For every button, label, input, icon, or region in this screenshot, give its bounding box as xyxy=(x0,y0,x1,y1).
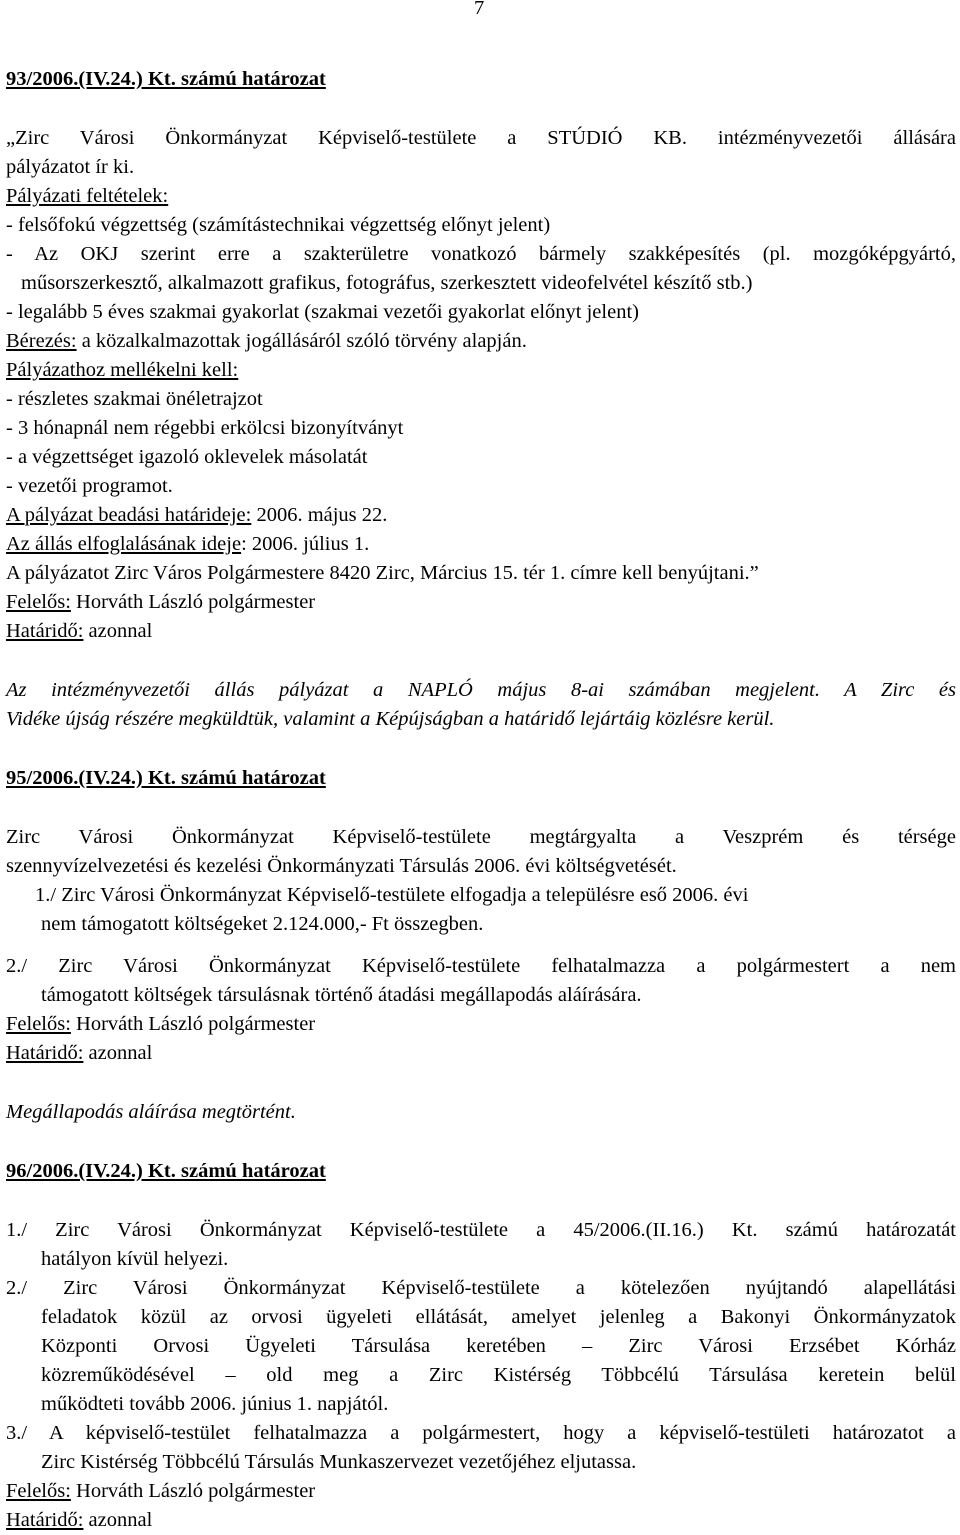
responsible-label: Felelős: xyxy=(6,1013,71,1035)
start-value: : 2006. július 1. xyxy=(241,533,370,555)
condition-item-continuation: műsorszerkesztő, alkalmazott grafikus, fotográfus, szerkesztett videofelvétel készítő stb.) xyxy=(21,272,753,294)
responsible-label: Felelős: xyxy=(6,591,71,613)
resolution-95-intro-line2: szennyvízelvezetési és kezelési Önkormányzati Társulás 2006. évi költségvetését. xyxy=(6,855,677,877)
resolution-93 xyxy=(6,65,956,734)
term-value: azonnal xyxy=(83,620,153,642)
condition-item: - legalább 5 éves szakmai gyakorlat (szakmai vezetői gyakorlat előnyt jelent) xyxy=(6,301,639,323)
document-body xyxy=(6,65,956,1535)
responsible-value: Horváth László polgármester xyxy=(70,1480,316,1502)
responsible-label: Felelős: xyxy=(6,1480,71,1502)
resolution-95-intro-line1: Zirc Városi Önkormányzat Képviselő-testülete megtárgyalta a Veszprém és térsége xyxy=(6,826,956,848)
resolution-96-point2-line4: közreműködésével – old meg a Zirc Kistérség Többcélú Társulása keretein belül xyxy=(41,1364,956,1386)
resolution-96-point2-line5: működteti tovább 2006. június 1. napjától. xyxy=(41,1393,389,1415)
note-line2: Vidéke újság részére megküldtük, valamint a Képújságban a határidő lejártáig közlésre kerül. xyxy=(6,708,775,730)
resolution-96-point3-line2: Zirc Kistérség Többcélú Társulás Munkaszervezet vezetőjéhez eljutassa. xyxy=(41,1451,637,1473)
attachments-label: Pályázathoz mellékelni kell: xyxy=(6,359,239,381)
resolution-93-heading: 93/2006.(IV.24.) Kt. számú határozat xyxy=(6,68,326,90)
term-label: Határidő: xyxy=(6,1509,84,1531)
term-value: azonnal xyxy=(83,1509,153,1531)
term-line xyxy=(6,1506,956,1535)
start-label: Az állás elfoglalásának ideje xyxy=(6,533,242,555)
attachment-item: - 3 hónapnál nem régebbi erkölcsi bizonyítványt xyxy=(6,417,404,439)
salary-text: a közalkalmazottak jogállásáról szóló törvény alapján. xyxy=(76,330,527,352)
resolution-96-point1-line2: hatályon kívül helyezi. xyxy=(41,1248,229,1270)
responsible-value: Horváth László polgármester xyxy=(70,1013,316,1035)
resolution-96-point2-line2: feladatok közül az orvosi ügyeleti ellátását, amelyet jelenleg a Bakonyi Önkormányzatok xyxy=(41,1306,956,1328)
responsible-line xyxy=(6,588,956,617)
resolution-96-point3-line1: 3./ A képviselő-testület felhatalmazza a polgármestert, hogy a képviselő-testületi határozatot a xyxy=(6,1422,956,1444)
resolution-93-intro-line1: „Zirc Városi Önkormányzat Képviselő-testülete a STÚDIÓ KB. intézményvezetői állására xyxy=(6,127,956,149)
resolution-96 xyxy=(6,1157,956,1535)
resolution-96-point2-line3: Központi Orvosi Ügyeleti Társulása keretében – Zirc Városi Erzsébet Kórház xyxy=(41,1335,956,1357)
resolution-96-heading: 96/2006.(IV.24.) Kt. számú határozat xyxy=(6,1160,326,1182)
salary-line xyxy=(6,327,956,356)
term-line xyxy=(6,617,956,646)
resolution-95-point2-line2: támogatott költségek társulásnak történő átadási megállapodás aláírására. xyxy=(41,984,642,1006)
attachment-item: - részletes szakmai önéletrajzot xyxy=(6,388,263,410)
resolution-95-point2-line1: 2./ Zirc Városi Önkormányzat Képviselő-testülete felhatalmazza a polgármestert a nem xyxy=(6,955,956,977)
deadline-label: A pályázat beadási határideje: xyxy=(6,504,252,526)
responsible-value: Horváth László polgármester xyxy=(70,591,316,613)
term-value: azonnal xyxy=(83,1042,153,1064)
deadline-line xyxy=(6,501,956,530)
attachment-item: - vezetői programot. xyxy=(6,475,173,497)
note-line1: Az intézményvezetői állás pályázat a NAPLÓ május 8-ai számában megjelent. A Zirc és xyxy=(6,679,956,701)
resolution-95-heading: 95/2006.(IV.24.) Kt. számú határozat xyxy=(6,767,326,789)
resolution-96-point1-line1: 1./ Zirc Városi Önkormányzat Képviselő-testülete a 45/2006.(II.16.) Kt. számú határozatát xyxy=(6,1219,956,1241)
start-line xyxy=(6,530,956,559)
resolution-96-point2-line1: 2./ Zirc Városi Önkormányzat Képviselő-testülete a kötelezően nyújtandó alapellátási xyxy=(6,1277,956,1299)
responsible-line xyxy=(6,1477,956,1506)
page-number: 7 xyxy=(474,0,485,19)
condition-item: - Az OKJ szerint erre a szakterületre vonatkozó bármely szakképesítés (pl. mozgóképgyártó, xyxy=(6,243,956,265)
condition-item: - felsőfokú végzettség (számítástechnikai végzettség előnyt jelent) xyxy=(6,214,551,236)
term-label: Határidő: xyxy=(6,620,84,642)
responsible-line xyxy=(6,1010,956,1039)
salary-label: Bérezés: xyxy=(6,330,77,352)
conditions-label: Pályázati feltételek: xyxy=(6,185,169,207)
resolution-95-point1-line2: nem támogatott költségeket 2.124.000,- Ft összegben. xyxy=(41,913,484,935)
resolution-95 xyxy=(6,764,956,1127)
resolution-95-point1-line1: 1./ Zirc Városi Önkormányzat Képviselő-testülete elfogadja a településre eső 2006. évi xyxy=(35,884,749,906)
submission-line: A pályázatot Zirc Város Polgármestere 8420 Zirc, Március 15. tér 1. címre kell benyújtani.” xyxy=(6,562,759,584)
term-label: Határidő: xyxy=(6,1042,84,1064)
term-line xyxy=(6,1039,956,1068)
attachment-item: - a végzettséget igazoló oklevelek másolatát xyxy=(6,446,368,468)
resolution-95-note: Megállapodás aláírása megtörtént. xyxy=(6,1101,296,1123)
resolution-93-intro-line2: pályázatot ír ki. xyxy=(6,156,135,178)
deadline-value: 2006. május 22. xyxy=(251,504,388,526)
